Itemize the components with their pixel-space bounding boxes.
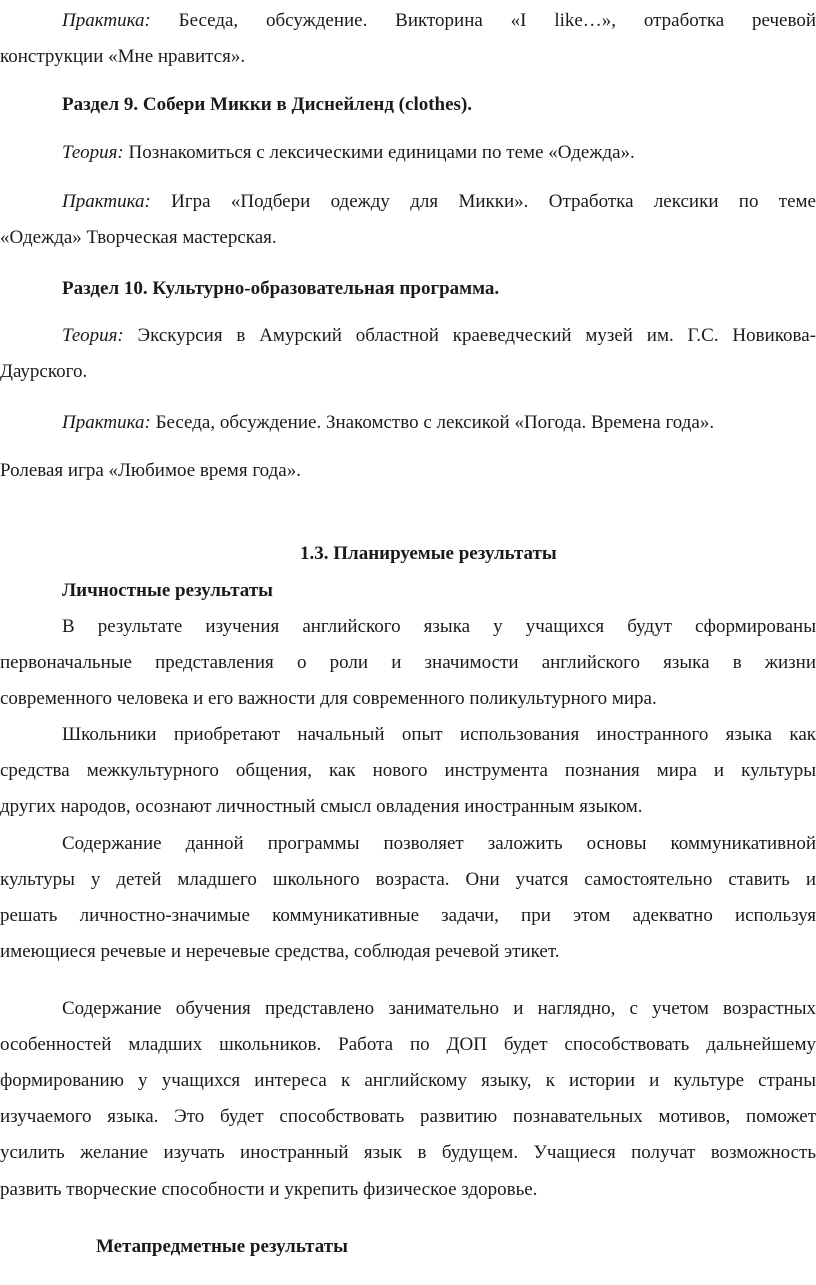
text-run: современного человека и его важности для современного поликультурного мира. [0,688,657,709]
text-run: первоначальные представления о роли и значимости английского языка в жизни [0,652,816,673]
text-run: В результате изучения английского языка у учащихся будут сформированы [62,616,816,637]
text-run: особенностей младших школьников. Работа по ДОП будет способствовать дальнейшему [0,1034,816,1055]
line-14 [0,614,816,640]
text-run: Ролевая игра «Любимое время года». [0,460,301,481]
line-27 [0,1104,816,1130]
text-run: Содержание данной программы позволяет заложить основы коммуникативной [62,833,816,854]
line-26 [0,1068,816,1094]
text-run: изучаемого языка. Это будет способствовать развитию познавательных мотивов, поможет [0,1106,816,1127]
line-15 [0,650,816,676]
text-run: решать личностно-значимые коммуникативные задачи, при этом адекватно используя [0,905,816,926]
line-8 [0,323,816,349]
line-28 [0,1140,816,1166]
text-run: Раздел 9. Собери Микки в Диснейленд (clothes). [62,94,473,115]
line-11 [0,458,816,484]
line-19 [0,794,816,820]
text-run: Теория: [62,325,124,346]
text-run: Практика: [62,191,151,212]
section-10-heading [0,276,816,302]
line-22 [0,903,816,929]
line-9 [0,359,816,385]
line-18 [0,758,816,784]
line-5 [0,189,816,215]
text-run: Раздел 10. Культурно-образовательная программа. [62,278,500,299]
text-run: Беседа, обсуждение. Викторина «I like…», отработка речевой [150,10,816,31]
text-run: Практика: [62,10,151,31]
line-2 [0,44,816,70]
line-23 [0,939,816,965]
personal-results-heading [0,578,816,604]
line-17 [0,722,816,748]
text-run: Познакомиться с лексическими единицами по теме «Одежда». [123,142,635,163]
section-9-heading [0,92,816,118]
text-run: Практика: [62,412,151,433]
text-run: имеющиеся речевые и неречевые средства, соблюдая речевой этикет. [0,941,560,962]
line-29 [0,1177,816,1203]
text-run: Содержание обучения представлено занимательно и наглядно, с учетом возрастных [62,998,816,1019]
text-run: Даурского. [0,361,88,382]
text-run: Школьники приобретают начальный опыт использования иностранного языка как [62,724,816,745]
meta-results-heading [0,1234,816,1260]
results-heading [0,541,816,567]
line-10 [0,410,816,436]
text-run: Игра «Подбери одежду для Микки». Отработка лексики по теме [150,191,816,212]
line-4 [0,140,816,166]
line-20 [0,831,816,857]
text-run: Беседа, обсуждение. Знакомство с лексикой «Погода. Времена года». [150,412,715,433]
line-21 [0,867,816,893]
text-run: конструкции «Мне нравится». [0,46,246,67]
line-16 [0,686,816,712]
line-25 [0,1032,816,1058]
text-run: Метапредметные результаты [96,1236,348,1257]
line-1 [0,8,816,34]
text-run: Теория: [62,142,124,163]
line-6 [0,225,816,251]
text-run: 1.3. Планируемые результаты [300,543,557,564]
line-24 [0,996,816,1022]
text-run: развить творческие способности и укрепить физическое здоровье. [0,1179,538,1200]
text-run: средства межкультурного общения, как нового инструмента познания мира и культуры [0,760,816,781]
text-run: формированию у учащихся интереса к английскому языку, к истории и культуре страны [0,1070,816,1091]
text-run: Личностные результаты [62,580,273,601]
text-run: Экскурсия в Амурский областной краеведческий музей им. Г.С. Новикова- [123,325,816,346]
text-run: других народов, осознают личностный смысл овладения иностранным языком. [0,796,643,817]
text-run: усилить желание изучать иностранный язык в будущем. Учащиеся получат возможность [0,1142,816,1163]
text-run: культуры у детей младшего школьного возраста. Они учатся самостоятельно ставить и [0,869,816,890]
text-run: «Одежда» Творческая мастерская. [0,227,277,248]
